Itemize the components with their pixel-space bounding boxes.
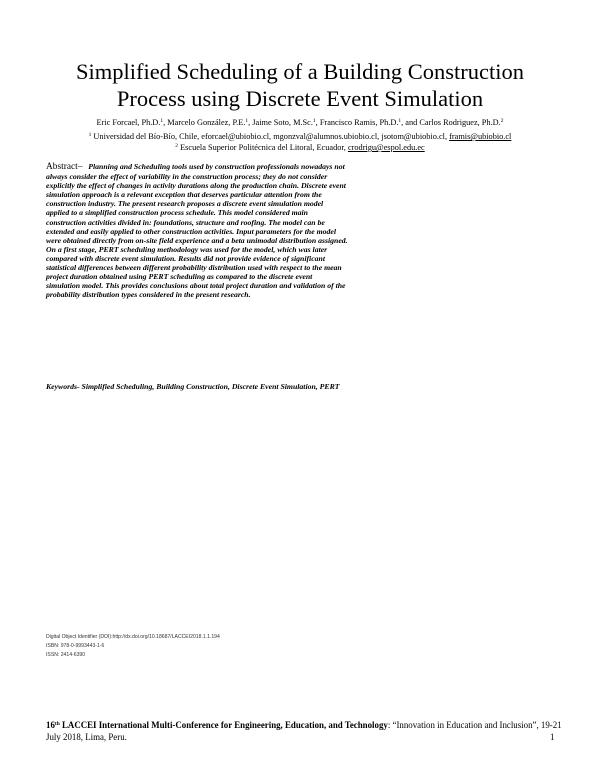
conference-ordinal: th <box>54 721 60 727</box>
paper-title <box>40 58 560 112</box>
keywords: Keywords- Simplified Scheduling, Building Construction, Discrete Event Simulation, PERT <box>46 382 340 391</box>
author-affiliation-mark: 1 <box>160 118 164 124</box>
affiliation-2 <box>20 142 580 153</box>
conference-name: LACCEI International Multi-Conference for Engineering, Education, and Technology <box>59 720 388 730</box>
page-footer <box>46 719 566 743</box>
doi-line: Digital Object Identifier (DOI):http://dx.doi.org/10.18687/LACCEI2018.1.1.194 <box>46 634 220 640</box>
author-affiliation-mark: 1 <box>245 118 249 124</box>
author-name: Francisco Ramis, Ph.D. <box>319 118 399 127</box>
affiliation-mark: 2 <box>175 143 179 149</box>
author-name: Carlos Rodriguez, Ph.D. <box>419 118 501 127</box>
affiliation-text: Escuela Superior Politécnica del Litoral, Ecuador, <box>178 143 348 152</box>
title-line-1: Simplified Scheduling of a Building Construction <box>75 59 525 84</box>
doi-block <box>46 633 220 659</box>
affiliation-1 <box>20 131 580 142</box>
author-separator: , <box>248 118 253 127</box>
author-list <box>20 117 580 128</box>
issn-line: ISSN: 2414-6390 <box>46 651 86 658</box>
author-affiliation-mark: 1 <box>312 118 316 124</box>
affiliation-text: Universidad del Bío-Bío, Chile, eforcael@ubiobio.cl, mgonzval@alumnos.ubiobio.cl, jsotom@ubiobio.cl, <box>91 132 450 141</box>
author-separator: , <box>163 118 168 127</box>
email-link[interactable]: crodrigu@espol.edu.ec <box>347 143 425 152</box>
author-name: Jaime Soto, M.Sc. <box>252 118 313 127</box>
abstract-body: Planning and Scheduling tools used by construction professionals nowadays not always consider the effect of variability in the construction process; they do not consider explicitly the effect of changes in activity durations along the production chain. Discrete event simulation approach is a relevant exception that deserves particular attention from the construction industry. The present research proposes a discrete event simulation model applied to a simplified construction process schedule. This model considered main construction activities divided in: foundations, structure and roofing. The model can be extended and easily applied to other construction activities. Input parameters for the model were obtained directly from on-site field experience and a beta unimodal distribution assigned. On a first stage, PERT scheduling methodology was used for the model, which was later compared with discrete event simulation. Results did not provide evidence of significant statistical differences between different probability distribution used with respect to the mean project duration obtained using PERT scheduling as compared to the discrete event simulation model. This provides conclusions about total project duration and validation of the probability distribution types considered in the present research. <box>46 162 348 300</box>
author-affiliation-mark: 2 <box>500 118 504 124</box>
author-separator: , <box>315 118 320 127</box>
title-line-2: Process using Discrete Event Simulation <box>116 86 484 111</box>
author-name: Eric Forcael, Ph.D. <box>96 118 161 127</box>
conference-details: : “Innovation in Education and Inclusion”, 19-21 July 2018, Lima, Peru. <box>46 720 562 742</box>
author-separator: , and <box>401 118 420 127</box>
email-link[interactable]: framis@ubiobio.cl <box>449 132 512 141</box>
abstract-label: Abstract– <box>46 162 83 172</box>
author-affiliation-mark: 1 <box>398 118 402 124</box>
page-number: 1 <box>550 732 555 742</box>
author-name: Marcelo González, P.E. <box>167 118 246 127</box>
isbn-line: ISBN: 978-0-9993443-1-6 <box>46 642 105 649</box>
conference-number: 16 <box>46 720 55 730</box>
abstract <box>46 162 348 299</box>
affiliation-mark: 1 <box>88 132 92 138</box>
